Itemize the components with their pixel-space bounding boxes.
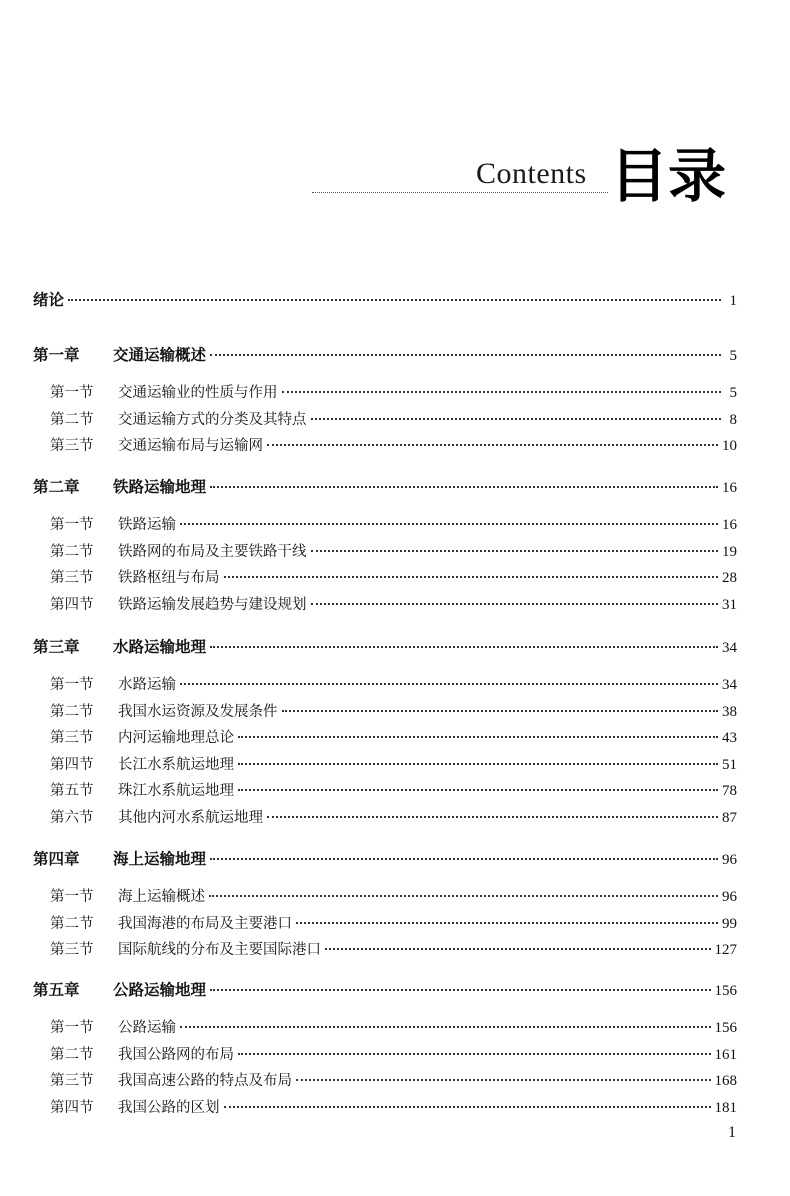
toc-section[interactable] [50, 381, 737, 402]
contents-heading-cn: 目录 [610, 142, 727, 210]
section-title: 我国公路网的布局 [118, 1047, 234, 1063]
section-title: 内河运输地理总论 [118, 730, 234, 746]
toc-section[interactable] [50, 1069, 737, 1090]
toc-chapter-2[interactable] [33, 475, 737, 497]
section-title: 我国海港的布局及主要港口 [118, 916, 292, 932]
toc-entry-intro[interactable] [33, 288, 737, 310]
toc-section[interactable] [50, 434, 737, 455]
dot-leader [238, 789, 718, 791]
toc-chapter-3[interactable] [33, 635, 737, 657]
section-page: 168 [714, 1073, 737, 1089]
toc-section[interactable] [50, 540, 737, 561]
contents-heading-en: Contents [476, 157, 587, 190]
dot-leader [180, 523, 718, 525]
chapter-title: 水路运输地理 [113, 638, 207, 656]
section-label: 第二节 [50, 544, 94, 560]
section-label: 第六节 [50, 810, 94, 826]
section-label: 第二节 [50, 412, 94, 428]
section-label: 第一节 [50, 517, 94, 533]
toc-section[interactable] [50, 566, 737, 587]
toc-section[interactable] [50, 938, 737, 959]
section-label: 第三节 [50, 942, 94, 958]
toc-section[interactable] [50, 1096, 737, 1117]
section-title: 交通运输布局与运输网 [118, 438, 263, 454]
dot-leader [325, 948, 711, 950]
section-title: 我国水运资源及发展条件 [118, 704, 278, 720]
section-label: 第四节 [50, 597, 94, 613]
section-label: 第三节 [50, 730, 94, 746]
dot-leader [210, 354, 721, 356]
toc-section[interactable] [50, 1043, 737, 1064]
section-label: 第一节 [50, 385, 94, 401]
section-label: 第一节 [50, 889, 94, 905]
dot-leader [224, 1106, 711, 1108]
dot-leader [311, 418, 722, 420]
dot-leader [224, 576, 719, 578]
section-label: 第四节 [50, 1100, 94, 1116]
dot-leader [311, 550, 719, 552]
toc-chapter-1[interactable] [33, 343, 737, 365]
chapter-page: 96 [722, 852, 737, 868]
section-title: 公路运输 [118, 1020, 176, 1036]
toc-section[interactable] [50, 753, 737, 774]
section-title: 我国公路的区划 [118, 1100, 220, 1116]
section-label: 第五节 [50, 783, 94, 799]
section-page: 10 [722, 438, 737, 454]
toc-section[interactable] [50, 1016, 737, 1037]
section-page: 38 [722, 704, 737, 720]
section-title: 铁路枢纽与布局 [118, 570, 220, 586]
section-page: 99 [722, 916, 737, 932]
toc-section[interactable] [50, 408, 737, 429]
footer-page-number: 1 [728, 1124, 736, 1141]
chapter-page: 16 [722, 480, 737, 496]
section-page: 51 [722, 757, 737, 773]
toc-chapter-5[interactable] [33, 978, 737, 1000]
toc-chapter-4[interactable] [33, 847, 737, 869]
dot-leader [282, 391, 722, 393]
section-page: 8 [729, 412, 737, 428]
section-label: 第二节 [50, 704, 94, 720]
section-label: 第三节 [50, 438, 94, 454]
chapter-label: 第二章 [33, 478, 80, 496]
chapter-label: 第四章 [33, 850, 80, 868]
chapter-title: 交通运输概述 [113, 346, 207, 364]
chapter-title: 公路运输地理 [113, 981, 207, 999]
toc-section[interactable] [50, 885, 737, 906]
toc-section[interactable] [50, 593, 737, 614]
section-page: 16 [722, 517, 737, 533]
section-title: 交通运输方式的分类及其特点 [118, 412, 307, 428]
section-title: 珠江水系航运地理 [118, 783, 234, 799]
section-label: 第一节 [50, 677, 94, 693]
section-page: 87 [722, 810, 737, 826]
chapter-page: 34 [722, 640, 737, 656]
toc-entry-page: 1 [729, 293, 737, 309]
chapter-page: 5 [729, 348, 737, 364]
dot-leader [267, 816, 718, 818]
section-page: 19 [722, 544, 737, 560]
section-page: 31 [722, 597, 737, 613]
chapter-label: 第三章 [33, 638, 80, 656]
section-page: 78 [722, 783, 737, 799]
toc-section[interactable] [50, 513, 737, 534]
section-page: 161 [714, 1047, 737, 1063]
dot-leader [282, 710, 719, 712]
dot-leader [210, 486, 718, 488]
chapter-label: 第五章 [33, 981, 80, 999]
section-page: 127 [714, 942, 737, 958]
section-title: 铁路网的布局及主要铁路干线 [118, 544, 307, 560]
dot-leader [180, 683, 718, 685]
dot-leader [296, 922, 718, 924]
dot-leader [210, 989, 710, 991]
dot-leader [180, 1026, 711, 1028]
toc-section[interactable] [50, 673, 737, 694]
toc-section[interactable] [50, 912, 737, 933]
section-label: 第一节 [50, 1020, 94, 1036]
dot-leader [296, 1079, 711, 1081]
dot-leader [210, 646, 718, 648]
toc-section[interactable] [50, 700, 737, 721]
dot-leader [267, 444, 718, 446]
toc-entry-title: 绪论 [33, 291, 65, 309]
chapter-title: 铁路运输地理 [113, 478, 207, 496]
section-title: 交通运输业的性质与作用 [118, 385, 278, 401]
section-page: 43 [722, 730, 737, 746]
chapter-title: 海上运输地理 [113, 850, 207, 868]
dot-leader [238, 763, 718, 765]
section-title: 铁路运输发展趋势与建设规划 [118, 597, 307, 613]
section-label: 第三节 [50, 1073, 94, 1089]
section-title: 长江水系航运地理 [118, 757, 234, 773]
section-title: 我国高速公路的特点及布局 [118, 1073, 292, 1089]
section-label: 第三节 [50, 570, 94, 586]
chapter-label: 第一章 [33, 346, 80, 364]
section-title: 水路运输 [118, 677, 176, 693]
dot-leader [238, 736, 718, 738]
section-page: 181 [714, 1100, 737, 1116]
section-label: 第二节 [50, 916, 94, 932]
dot-leader [210, 858, 718, 860]
section-label: 第四节 [50, 757, 94, 773]
section-page: 34 [722, 677, 737, 693]
dot-leader [209, 895, 718, 897]
section-page: 28 [722, 570, 737, 586]
section-title: 铁路运输 [118, 517, 176, 533]
toc-section[interactable] [50, 779, 737, 800]
toc-section[interactable] [50, 806, 737, 827]
dot-leader [311, 603, 719, 605]
section-page: 156 [714, 1020, 737, 1036]
section-title: 其他内河水系航运地理 [118, 810, 263, 826]
toc-section[interactable] [50, 726, 737, 747]
section-label: 第二节 [50, 1047, 94, 1063]
section-page: 5 [729, 385, 737, 401]
section-page: 96 [722, 889, 737, 905]
dot-leader [238, 1053, 711, 1055]
section-title: 海上运输概述 [118, 889, 205, 905]
chapter-page: 156 [714, 983, 737, 999]
section-title: 国际航线的分布及主要国际港口 [118, 942, 321, 958]
dot-leader [68, 299, 721, 301]
